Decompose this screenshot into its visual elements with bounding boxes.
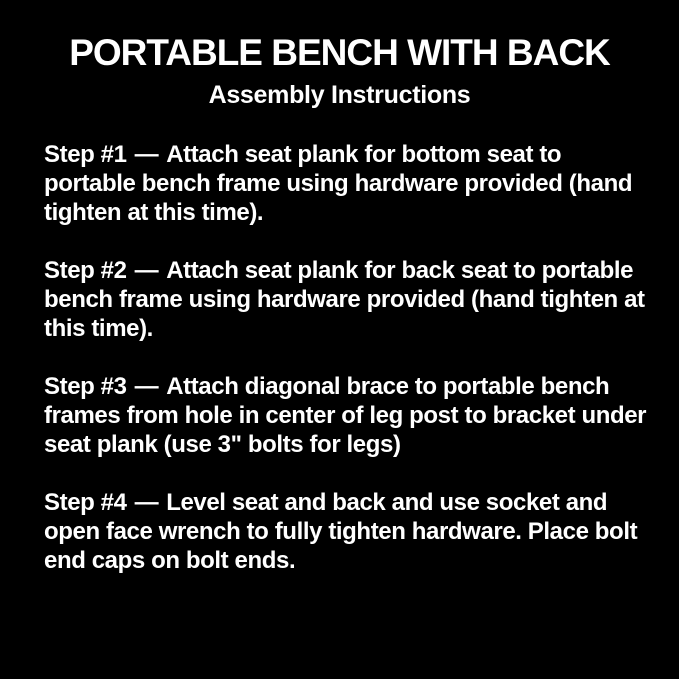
- step-text: Attach diagonal brace to portable bench frames from hole in center of leg post to bracket under seat plank (use 3" bolts for legs): [44, 372, 647, 458]
- step-text: Level seat and back and use socket and open face wrench to fully tighten hardware. Place bolt end caps on bolt ends.: [44, 488, 638, 574]
- step-label: Step #4: [44, 488, 127, 516]
- step-text: Attach seat plank for bottom seat to portable bench frame using hardware provided (hand tighten at this time).: [44, 140, 633, 226]
- step-paragraph-2: [44, 256, 653, 343]
- step-label: Step #3: [44, 372, 127, 400]
- page-subtitle: Assembly Instructions: [208, 80, 471, 109]
- step-paragraph-1: [44, 140, 653, 227]
- step-paragraph-3: [44, 372, 653, 459]
- header: [0, 0, 679, 110]
- step-separator: —: [134, 488, 159, 516]
- step-separator: —: [134, 256, 159, 284]
- steps-list: [0, 110, 679, 575]
- step-label: Step #1: [44, 140, 127, 168]
- page-title: PORTABLE BENCH WITH BACK: [69, 32, 610, 73]
- step-separator: —: [134, 372, 159, 400]
- step-paragraph-4: [44, 488, 653, 575]
- step-separator: —: [134, 140, 159, 168]
- step-label: Step #2: [44, 256, 127, 284]
- step-text: Attach seat plank for back seat to portable bench frame using hardware provided (hand tighten at this time).: [44, 256, 645, 342]
